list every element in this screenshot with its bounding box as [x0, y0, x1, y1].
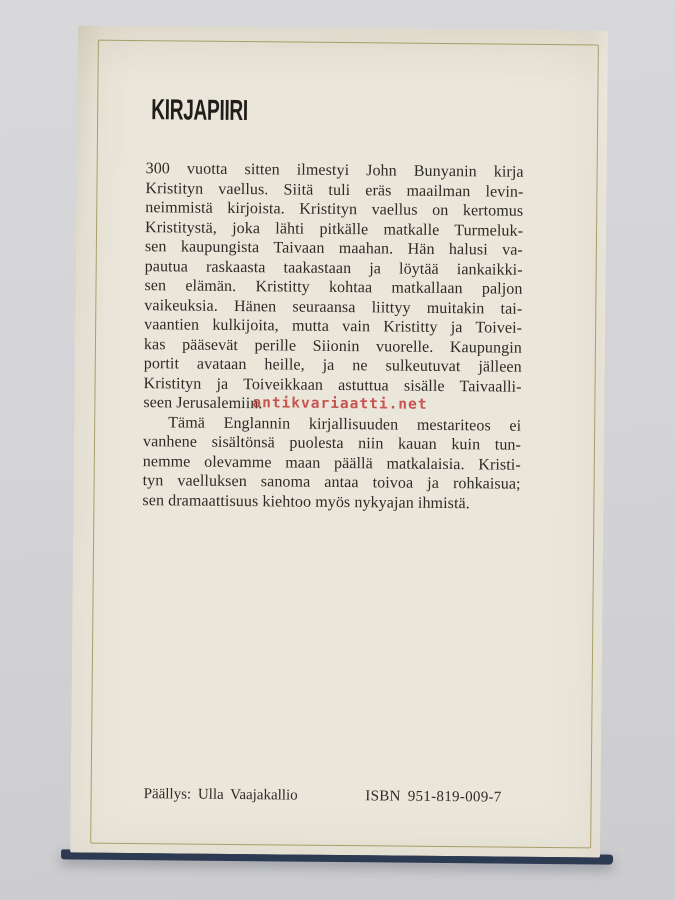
text-line: Kristityn vaellus. Siitä tuli eräs maailman levin-: [145, 179, 524, 201]
text-line: 300 vuotta sitten ilmestyi John Bunyanin kirja: [145, 160, 524, 181]
text-line: sen dramaattisuus kiehtoo myös nykyajan ihmistä.: [142, 491, 470, 512]
text-line: vaantien kulkijoita, mutta vain Kristitty ja Toivei-: [144, 316, 523, 337]
text-line: sen kaupungista Taivaan maahan. Hän halusi va-: [144, 238, 523, 259]
isbn-number: ISBN 951-819-009-7: [365, 788, 502, 806]
text-line: tyn vaelluksen sanoma antaa toivoa ja rohkaisua;: [142, 472, 521, 493]
book-title: KIRJAPIIRI: [151, 94, 249, 128]
cover-footer: [144, 786, 502, 806]
text-line: vanhene sisältönsä puolesta niin kauan kuin tun-: [142, 433, 522, 454]
text-line: neimmistä kirjoista. Kristityn vaellus on kertomus: [145, 199, 524, 220]
text-line: kas pääsevät perille Siionin vuorelle. Kaupungin: [143, 335, 523, 357]
paragraph: [143, 159, 523, 416]
text-line: portit avataan heille, ja ne sulkeutuvat jälleen: [143, 355, 522, 376]
back-cover-text: [142, 159, 523, 514]
watermark-text: antikvariaatti.net: [252, 395, 428, 413]
text-line: Kristityn ja Toiveikkaan astuttua sisälle Taivaalli-: [143, 374, 522, 396]
text-line: seen Jerusalemiin.: [143, 394, 263, 413]
paragraph: [142, 413, 521, 514]
cover-design-credit: Päällys: Ulla Vaajakallio: [143, 786, 298, 804]
text-line: nemme olevamme maan päällä matkalaisia. Kristi-: [142, 452, 521, 474]
text-line: vaikeuksia. Hänen seuraansa liittyy muitakin tai-: [144, 296, 523, 318]
text-line: Tämä Englannin kirjallisuuden mestariteos ei: [168, 413, 522, 435]
text-line: sen elämän. Kristitty kohtaa matkallaan paljon: [144, 277, 523, 298]
book-back-cover: [70, 25, 608, 857]
text-line: pautua raskaasta taakastaan ja löytää iankaikki-: [144, 257, 523, 279]
book: [70, 25, 608, 864]
text-line: Kristitystä, joka lähti pitkälle matkalle Turmeluk-: [145, 218, 524, 240]
